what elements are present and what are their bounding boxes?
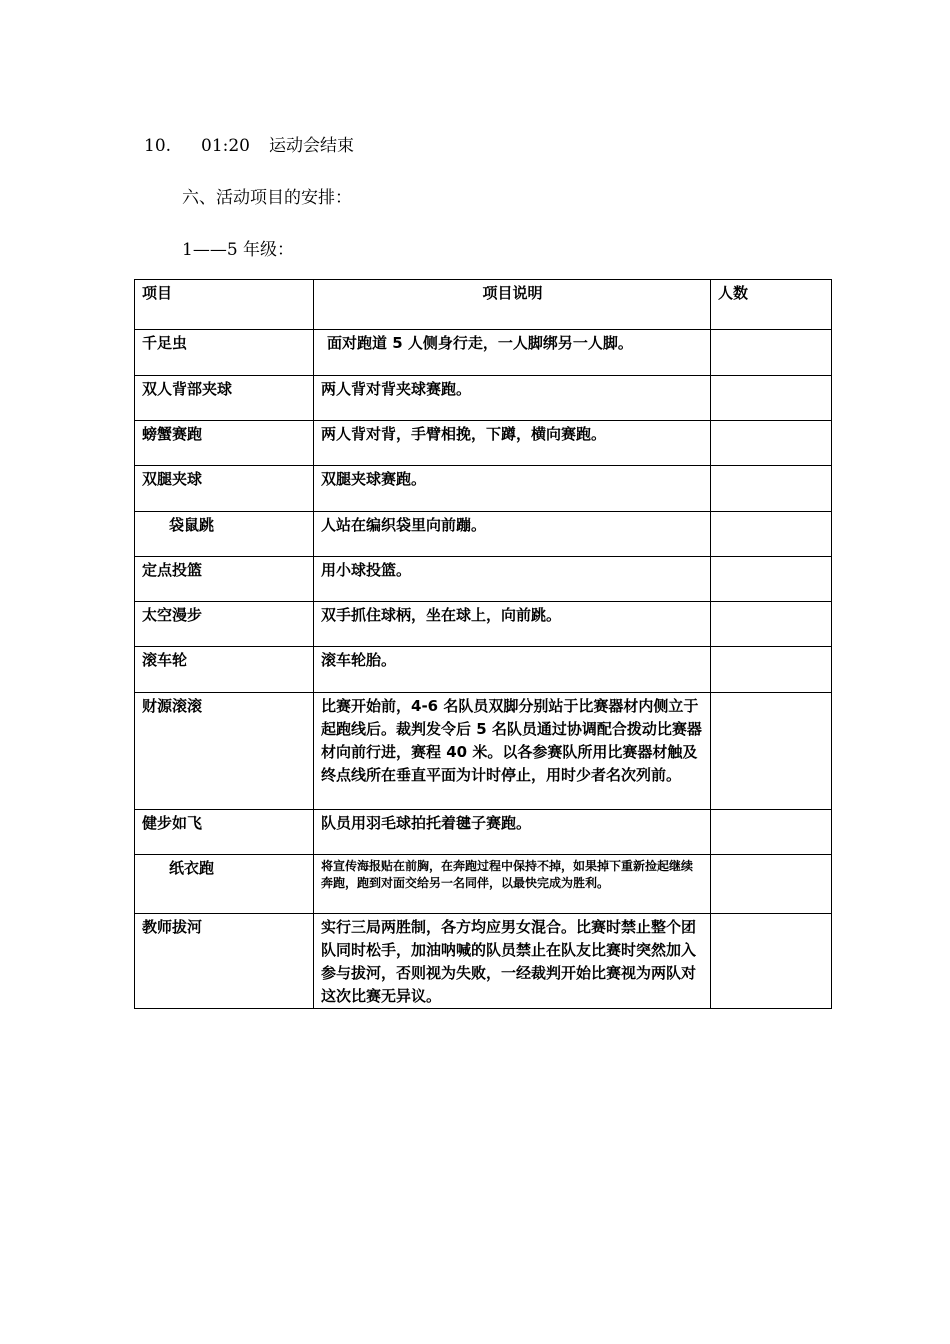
table-row	[135, 810, 832, 855]
item-description: 滚车轮胎。	[314, 647, 711, 693]
item-count	[711, 466, 832, 512]
item-description: 队员用羽毛球拍托着毽子赛跑。	[314, 810, 711, 855]
header-description: 项目说明	[314, 280, 711, 330]
table-row	[135, 421, 832, 466]
item-name: 双人背部夹球	[135, 376, 314, 421]
item-name: 袋鼠跳	[135, 512, 314, 557]
item-name: 纸衣跑	[135, 855, 314, 914]
item-name: 螃蟹赛跑	[135, 421, 314, 466]
item-name: 定点投篮	[135, 557, 314, 602]
item-description: 将宣传海报贴在前胸，在奔跑过程中保持不掉，如果掉下重新捡起继续奔跑，跑到对面交给另一名同伴，以最快完成为胜利。	[314, 855, 711, 914]
item-description: 用小球投篮。	[314, 557, 711, 602]
item-name: 教师拔河	[135, 914, 314, 1009]
item-name: 太空漫步	[135, 602, 314, 647]
table-row	[135, 330, 832, 376]
item-description: 面对跑道 5 人侧身行走，一人脚绑另一人脚。	[314, 330, 711, 376]
section-heading: 六、活动项目的安排：	[182, 188, 352, 208]
item-description: 两人背对背夹球赛跑。	[314, 376, 711, 421]
table-header-row	[135, 280, 832, 330]
header-count: 人数	[711, 280, 832, 330]
item-description: 两人背对背，手臂相挽，下蹲，横向赛跑。	[314, 421, 711, 466]
table-row	[135, 376, 832, 421]
header-item: 项目	[135, 280, 314, 330]
item-description: 双手抓住球柄，坐在球上，向前跳。	[314, 602, 711, 647]
item-name: 双腿夹球	[135, 466, 314, 512]
item-name: 滚车轮	[135, 647, 314, 693]
table-row	[135, 855, 832, 914]
item-count	[711, 810, 832, 855]
grade-label: 1——5 年级：	[182, 240, 295, 260]
activity-table	[134, 279, 832, 1009]
item-text: 运动会结束	[269, 136, 354, 156]
table-row	[135, 557, 832, 602]
schedule-item-10	[144, 131, 354, 156]
item-count	[711, 693, 832, 810]
table-row	[135, 693, 832, 810]
item-name: 财源滚滚	[135, 693, 314, 810]
item-description: 比赛开始前，4-6 名队员双脚分别站于比赛器材内侧立于起跑线后。裁判发令后 5 名队员通过协调配合拨动比赛器材向前行进，赛程 40 米。以各参赛队所用比赛器材触及终点线所在垂直平面为计时停止，用时少者名次列前。	[314, 693, 711, 810]
item-count	[711, 330, 832, 376]
item-description: 实行三局两胜制，各方均应男女混合。比赛时禁止整个团队同时松手，加油呐喊的队员禁止在队友比赛时突然加入参与拔河，否则视为失败，一经裁判开始比赛视为两队对这次比赛无异议。	[314, 914, 711, 1009]
item-count	[711, 647, 832, 693]
item-count	[711, 557, 832, 602]
item-count	[711, 512, 832, 557]
item-description: 双腿夹球赛跑。	[314, 466, 711, 512]
item-time: 01:20	[201, 136, 250, 156]
item-name: 千足虫	[135, 330, 314, 376]
item-count	[711, 421, 832, 466]
table-row	[135, 512, 832, 557]
table-row	[135, 914, 832, 1009]
table-row	[135, 647, 832, 693]
item-count	[711, 376, 832, 421]
item-number: 10.	[144, 136, 172, 156]
item-description: 人站在编织袋里向前蹦。	[314, 512, 711, 557]
item-count	[711, 914, 832, 1009]
item-count	[711, 855, 832, 914]
item-count	[711, 602, 832, 647]
table-row	[135, 602, 832, 647]
item-name: 健步如飞	[135, 810, 314, 855]
table-row	[135, 466, 832, 512]
